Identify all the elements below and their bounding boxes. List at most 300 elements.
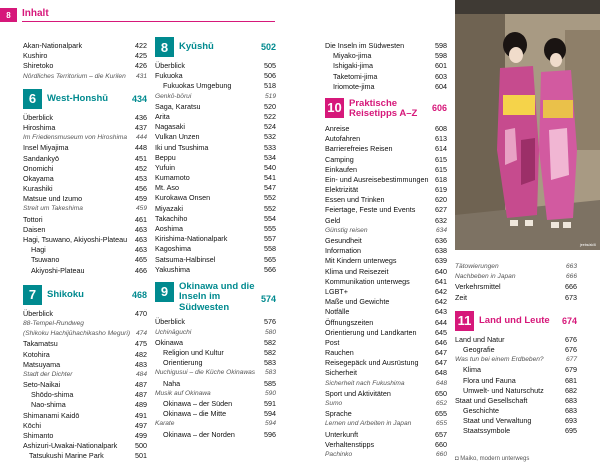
- toc-entry-title: Öffnungszeiten: [325, 317, 374, 327]
- toc-entry-title: Land und Natur: [455, 334, 505, 344]
- toc-entry-page: 632: [435, 215, 447, 225]
- toc-entry[interactable]: [455, 272, 577, 282]
- toc-entry-page: 497: [135, 420, 147, 430]
- toc-entry-page: 459: [135, 205, 147, 213]
- toc-entry-page: 482: [135, 349, 147, 359]
- toc-entry-title: Verkehrsmittel: [455, 282, 501, 292]
- toc-entry-page: 524: [264, 122, 276, 132]
- toc-entry[interactable]: [155, 409, 276, 419]
- toc-entry[interactable]: [23, 215, 147, 225]
- toc-entry-title: Staat und Verwaltung: [463, 416, 532, 426]
- toc-entry-page: 505: [264, 61, 276, 70]
- toc-entry[interactable]: [325, 226, 447, 236]
- toc-entry[interactable]: [155, 143, 276, 153]
- toc-entry[interactable]: [325, 379, 447, 389]
- toc-entry-page: 648: [435, 368, 447, 378]
- toc-entry[interactable]: [325, 318, 447, 328]
- toc-entry-title: Sicherheit nach Fukushima: [325, 379, 405, 387]
- toc-entry-page: 580: [264, 328, 276, 336]
- toc-entry[interactable]: [23, 339, 147, 349]
- toc-entry-page: 483: [135, 359, 147, 369]
- toc-entry[interactable]: [23, 309, 147, 319]
- toc-entry-title: Notfälle: [325, 307, 350, 317]
- toc-entry[interactable]: [325, 267, 447, 277]
- toc-entry-title: Matsuyama: [23, 359, 61, 369]
- toc-entry[interactable]: [325, 450, 447, 460]
- toc-entry[interactable]: [155, 244, 276, 254]
- toc-entry[interactable]: [325, 236, 447, 246]
- toc-entry-page: 557: [264, 234, 276, 244]
- toc-entry[interactable]: [325, 338, 447, 348]
- toc-entry-title: Essen und Trinken: [325, 195, 385, 205]
- toc-entry[interactable]: [155, 358, 276, 368]
- toc-entry[interactable]: [325, 185, 447, 195]
- toc-entry-title: 88-Tempel-Rundweg: [23, 319, 84, 327]
- toc-entry[interactable]: [23, 421, 147, 431]
- toc-entry[interactable]: [325, 124, 447, 134]
- chapter-page: 502: [260, 42, 276, 52]
- toc-entry-title: Elektrizität: [325, 185, 359, 195]
- toc-entry-page: 655: [435, 420, 447, 428]
- toc-entry[interactable]: [155, 399, 276, 409]
- toc-entry-title: Yufuin: [155, 162, 175, 172]
- toc-entry[interactable]: [325, 216, 447, 226]
- toc-entry[interactable]: [155, 173, 276, 183]
- toc-entry[interactable]: [155, 348, 276, 358]
- toc-entry-page: 679: [565, 365, 577, 375]
- toc-entry[interactable]: [23, 225, 147, 235]
- toc-entry-title: Kagoshima: [155, 244, 191, 254]
- toc-entry-page: 666: [565, 282, 577, 292]
- toc-entry-page: 552: [264, 193, 276, 203]
- toc-entry-title: Was tun bei einem Erdbeben?: [455, 356, 544, 364]
- toc-entry-page: 484: [135, 370, 147, 378]
- toc-entry-title: Hagi: [31, 245, 46, 255]
- toc-entry[interactable]: [23, 451, 147, 461]
- toc-list-ch8-items: [155, 61, 276, 275]
- toc-entry-page: 558: [264, 244, 276, 254]
- toc-entry-page: 474: [135, 330, 147, 338]
- toc-entry-title: Nachbeben in Japan: [455, 273, 516, 281]
- toc-entry[interactable]: [325, 287, 447, 297]
- toc-entry[interactable]: [455, 376, 577, 386]
- toc-entry[interactable]: [155, 234, 276, 244]
- toc-entry-title: Onomichi: [23, 163, 54, 173]
- toc-entry-page: 641: [435, 276, 447, 286]
- toc-entry-title: Takachiho: [155, 213, 188, 223]
- toc-entry[interactable]: [23, 133, 147, 143]
- toc-entry-page: 475: [135, 339, 147, 349]
- toc-entry-title: Kushiro: [23, 51, 48, 61]
- toc-entry-title: Akan-Nationalpark: [23, 41, 83, 50]
- toc-entry[interactable]: [23, 400, 147, 410]
- toc-entry-title: Günstig reisen: [325, 226, 368, 234]
- toc-entry-page: 520: [264, 101, 276, 111]
- toc-entry-page: 644: [435, 317, 447, 327]
- toc-entry-page: 576: [264, 317, 276, 327]
- toc-entry-page: 456: [135, 184, 147, 194]
- chapter-10-heading[interactable]: [325, 98, 447, 120]
- toc-entry[interactable]: [325, 328, 447, 338]
- toc-entry[interactable]: [155, 61, 276, 71]
- toc-entry-title: Shōdo-shima: [31, 390, 74, 400]
- header-divider: [22, 21, 275, 22]
- toc-entry-page: 465: [135, 255, 147, 265]
- toc-entry[interactable]: [325, 409, 447, 419]
- toc-entry-page: 565: [264, 254, 276, 264]
- chapter-8-heading[interactable]: [155, 37, 276, 57]
- toc-entry[interactable]: [155, 317, 276, 327]
- toc-entry[interactable]: [325, 144, 447, 154]
- toc-entry[interactable]: [155, 265, 276, 275]
- toc-column-4: [455, 262, 577, 437]
- toc-entry[interactable]: [23, 350, 147, 360]
- toc-entry-page: 506: [264, 71, 276, 81]
- toc-entry-title: Umwelt- und Naturschutz: [463, 385, 544, 395]
- page-header: [0, 0, 275, 22]
- toc-entry[interactable]: [155, 92, 276, 102]
- toc-entry-title: Anreise: [325, 123, 350, 133]
- toc-entry-title: Barrierefreies Reisen: [325, 144, 393, 154]
- toc-entry[interactable]: [155, 419, 276, 429]
- toc-entry-title: Satsuma-Halbinsel: [155, 254, 216, 264]
- chapter-number: 9: [155, 282, 174, 302]
- toc-entry-page: 645: [435, 327, 447, 337]
- toc-entry-title: Naha: [163, 378, 181, 388]
- toc-entry[interactable]: [325, 41, 447, 51]
- toc-entry[interactable]: [155, 379, 276, 389]
- toc-entry[interactable]: [23, 441, 147, 451]
- toc-entry-page: 463: [135, 224, 147, 234]
- toc-entry-page: 518: [264, 81, 276, 91]
- toc-entry-page: 466: [135, 265, 147, 275]
- toc-entry-title: Arita: [155, 111, 170, 121]
- toc-entry-title: Miyako-jima: [333, 51, 372, 61]
- toc-entry[interactable]: [155, 193, 276, 203]
- toc-entry[interactable]: [325, 419, 447, 429]
- toc-entry[interactable]: [455, 406, 577, 416]
- toc-entry-title: Miyazaki: [155, 203, 183, 213]
- toc-entry-title: LGBT+: [325, 286, 348, 296]
- toc-entry-page: 425: [135, 51, 147, 61]
- toc-entry-title: Überblick: [23, 308, 53, 318]
- toc-entry-title: Saga, Karatsu: [155, 101, 201, 111]
- toc-entry[interactable]: [155, 102, 276, 112]
- toc-entry[interactable]: [325, 399, 447, 409]
- chapter-title: Praktische Reisetipps A–Z: [349, 97, 418, 120]
- toc-column-2: [155, 35, 276, 440]
- toc-entry-title: Okinawa – der Süden: [163, 398, 233, 408]
- toc-entry[interactable]: [325, 155, 447, 165]
- chapter-page: 574: [260, 293, 276, 304]
- chapter-number: 11: [455, 311, 474, 331]
- toc-entry[interactable]: [23, 72, 147, 82]
- toc-entry[interactable]: [23, 390, 147, 400]
- toc-entry-title: Okayama: [23, 173, 54, 183]
- toc-entry-title: Geld: [325, 215, 341, 225]
- toc-entry[interactable]: [155, 430, 276, 440]
- photo-credit: jeebs/ak/6: [580, 243, 596, 247]
- toc-entry-title: Hagi, Tsuwano, Akiyoshi-Plateau: [23, 235, 128, 244]
- toc-entry[interactable]: [23, 51, 147, 61]
- chapter-number: 6: [23, 89, 42, 109]
- toc-entry[interactable]: [325, 51, 447, 61]
- toc-entry[interactable]: [23, 194, 147, 204]
- chapter-title: Okinawa und die Inseln im Südwesten: [179, 280, 255, 313]
- toc-entry[interactable]: [455, 262, 577, 272]
- toc-entry[interactable]: [455, 293, 577, 303]
- toc-entry[interactable]: [455, 426, 577, 436]
- toc-entry-page: 491: [135, 410, 147, 420]
- toc-entry-title: Shimanami Kaidō: [23, 410, 80, 420]
- toc-entry-page: 642: [435, 286, 447, 296]
- chapter-11-heading[interactable]: [455, 311, 577, 331]
- page-title: Inhalt: [22, 8, 49, 19]
- toc-entry[interactable]: [155, 153, 276, 163]
- toc-entry[interactable]: [155, 71, 276, 81]
- toc-entry[interactable]: [155, 163, 276, 173]
- toc-entry[interactable]: [23, 245, 147, 255]
- toc-entry-title: Flora und Fauna: [463, 375, 516, 385]
- toc-entry[interactable]: [455, 416, 577, 426]
- toc-entry-page: 598: [435, 51, 447, 61]
- toc-entry-page: 534: [264, 152, 276, 162]
- toc-entry-page: 646: [435, 337, 447, 347]
- toc-entry[interactable]: [325, 440, 447, 450]
- toc-entry[interactable]: [455, 386, 577, 396]
- toc-entry-title: Yakushima: [155, 264, 191, 274]
- toc-entry-page: 552: [264, 203, 276, 213]
- toc-entry-title: Tottori: [23, 214, 43, 224]
- toc-entry[interactable]: [155, 112, 276, 122]
- toc-entry[interactable]: [23, 164, 147, 174]
- toc-entry[interactable]: [155, 255, 276, 265]
- toc-entry-title: Insel Miyajima: [23, 143, 69, 153]
- toc-entry-title: Geschichte: [463, 406, 499, 416]
- toc-entry[interactable]: [325, 348, 447, 358]
- toc-entry[interactable]: [23, 319, 147, 329]
- toc-entry[interactable]: [23, 235, 147, 245]
- toc-entry-page: 603: [435, 71, 447, 81]
- toc-entry[interactable]: [155, 204, 276, 214]
- toc-entry-page: 640: [435, 266, 447, 276]
- page-number: 8: [0, 8, 17, 22]
- toc-entry-page: 695: [565, 426, 577, 436]
- toc-entry[interactable]: [325, 277, 447, 287]
- toc-entry[interactable]: [325, 61, 447, 71]
- toc-entry-title: Sport und Aktivitäten: [325, 388, 391, 398]
- chapter-7-heading[interactable]: [23, 285, 147, 305]
- toc-entry[interactable]: [23, 154, 147, 164]
- toc-entry-page: 422: [135, 41, 147, 50]
- toc-entry[interactable]: [23, 380, 147, 390]
- toc-entry-title: Zeit: [455, 292, 467, 302]
- toc-entry-page: 639: [435, 256, 447, 266]
- toc-list-col3-top: [325, 41, 447, 92]
- toc-entry[interactable]: [155, 122, 276, 132]
- toc-column-3: [325, 41, 447, 460]
- toc-entry[interactable]: [23, 431, 147, 441]
- toc-entry-page: 683: [565, 395, 577, 405]
- toc-entry[interactable]: [325, 256, 447, 266]
- toc-column-1: [23, 41, 147, 462]
- toc-entry[interactable]: [155, 328, 276, 338]
- toc-entry[interactable]: [23, 174, 147, 184]
- toc-entry-title: Unterkunft: [325, 429, 359, 439]
- photo-caption: [455, 456, 529, 462]
- toc-entry-title: Genkō-bōrui: [155, 92, 192, 100]
- toc-entry-title: Klima: [463, 365, 481, 375]
- toc-entry[interactable]: [155, 183, 276, 193]
- toc-entry-title: Überblick: [155, 317, 185, 327]
- toc-entry[interactable]: [325, 175, 447, 185]
- toc-entry[interactable]: [325, 195, 447, 205]
- toc-entry-page: 614: [435, 144, 447, 154]
- toc-entry-page: 638: [435, 246, 447, 256]
- toc-entry-page: 604: [435, 81, 447, 91]
- toc-entry-title: Nördliches Territorium – die Kurilen: [23, 72, 126, 80]
- toc-entry[interactable]: [325, 389, 447, 399]
- toc-entry-title: Camping: [325, 154, 354, 164]
- toc-entry-page: 615: [435, 154, 447, 164]
- toc-entry[interactable]: [23, 329, 147, 339]
- toc-entry[interactable]: [455, 355, 577, 365]
- photo-caption-text: Maiko, modern unterwegs: [460, 456, 530, 462]
- toc-entry-title: Nagasaki: [155, 122, 185, 132]
- toc-entry[interactable]: [23, 204, 147, 214]
- toc-entry[interactable]: [23, 143, 147, 153]
- toc-entry-page: 676: [565, 344, 577, 354]
- toc-entry-title: Iriomote-jima: [333, 81, 375, 91]
- toc-entry-title: Orientierung und Landkarten: [325, 327, 417, 337]
- toc-entry[interactable]: [23, 411, 147, 421]
- toc-entry-title: Mt. Aso: [155, 183, 179, 193]
- toc-entry[interactable]: [455, 365, 577, 375]
- chapter-6-heading[interactable]: [23, 89, 147, 109]
- toc-entry[interactable]: [155, 214, 276, 224]
- toc-entry-title: Okinawa – der Norden: [163, 429, 235, 439]
- chapter-number: 10: [325, 98, 344, 118]
- toc-entry[interactable]: [23, 184, 147, 194]
- toc-entry[interactable]: [23, 61, 147, 71]
- toc-entry-title: Tsuwano: [31, 255, 60, 265]
- toc-entry[interactable]: [455, 335, 577, 345]
- toc-entry-page: 619: [435, 185, 447, 195]
- toc-list-ch9-items: [155, 317, 276, 439]
- toc-entry-title: Ein- und Ausreisebestimmungen: [325, 174, 429, 184]
- photo-maiko: [455, 0, 600, 250]
- toc-entry[interactable]: [325, 307, 447, 317]
- toc-entry[interactable]: [325, 430, 447, 440]
- chapter-title: Land und Leute: [479, 314, 550, 326]
- toc-entry-title: Staatssymbole: [463, 426, 511, 436]
- toc-entry[interactable]: [455, 282, 577, 292]
- toc-entry-title: Überblick: [23, 112, 53, 122]
- toc-entry-page: 554: [264, 213, 276, 223]
- chapter-number: 8: [155, 37, 174, 57]
- toc-entry-page: 615: [435, 164, 447, 174]
- toc-entry[interactable]: [23, 255, 147, 265]
- toc-entry-page: 437: [135, 122, 147, 132]
- toc-entry-page: 642: [435, 297, 447, 307]
- toc-entry[interactable]: [23, 41, 147, 51]
- toc-entry-page: 591: [264, 398, 276, 408]
- toc-entry[interactable]: [325, 205, 447, 215]
- toc-entry-title: Mit Kindern unterwegs: [325, 256, 397, 266]
- toc-entry-title: Taketomi-jima: [333, 71, 378, 81]
- toc-entry-page: 682: [565, 385, 577, 395]
- toc-entry[interactable]: [23, 370, 147, 380]
- toc-entry[interactable]: [325, 165, 447, 175]
- toc-entry-title: Nao-shima: [31, 400, 66, 410]
- toc-list-col4-top: [455, 262, 577, 303]
- toc-entry-page: 436: [135, 112, 147, 122]
- toc-entry[interactable]: [155, 368, 276, 378]
- toc-entry[interactable]: [23, 123, 147, 133]
- toc-entry-title: Orientierung: [163, 358, 203, 368]
- toc-entry-title: Kotohira: [23, 349, 50, 359]
- toc-entry-page: 676: [565, 334, 577, 344]
- toc-entry[interactable]: [325, 358, 447, 368]
- chapter-page: 674: [561, 315, 577, 326]
- toc-entry-page: 650: [435, 388, 447, 398]
- toc-entry[interactable]: [325, 134, 447, 144]
- toc-entry-title: Staat und Gesellschaft: [455, 395, 528, 405]
- toc-entry-title: Streit um Takeshima: [23, 205, 83, 213]
- toc-entry-page: 601: [435, 61, 447, 71]
- chapter-9-heading[interactable]: [155, 282, 276, 314]
- toc-entry[interactable]: [23, 113, 147, 123]
- toc-entry-page: 608: [435, 123, 447, 133]
- toc-entry-title: Fukuoka: [155, 71, 183, 81]
- toc-entry-title: Hiroshima: [23, 122, 56, 132]
- toc-entry-page: 501: [135, 451, 147, 461]
- toc-entry[interactable]: [325, 82, 447, 92]
- toc-entry[interactable]: [155, 224, 276, 234]
- toc-entry[interactable]: [155, 389, 276, 399]
- toc-entry-page: 655: [435, 409, 447, 419]
- toc-entry-title: Kumamoto: [155, 173, 190, 183]
- toc-entry-title: Sandankyō: [23, 153, 59, 163]
- chapter-number: 7: [23, 285, 42, 305]
- toc-entry-title: Matsue und Izumo: [23, 194, 83, 204]
- toc-entry[interactable]: [455, 396, 577, 406]
- toc-entry[interactable]: [155, 338, 276, 348]
- toc-entry-title: Sprache: [325, 409, 352, 419]
- toc-entry[interactable]: [325, 246, 447, 256]
- toc-entry[interactable]: [155, 132, 276, 142]
- toc-entry-page: 663: [565, 263, 577, 270]
- toc-entry-title: Seto-Naikai: [23, 380, 61, 390]
- toc-entry[interactable]: [325, 368, 447, 378]
- toc-entry[interactable]: [23, 360, 147, 370]
- toc-entry-title: Im Friedensmuseum von Hiroshima: [23, 134, 128, 142]
- toc-entry[interactable]: [325, 297, 447, 307]
- toc-entry[interactable]: [325, 72, 447, 82]
- toc-entry[interactable]: [455, 345, 577, 355]
- toc-entry-page: 582: [264, 348, 276, 357]
- toc-entry-title: Reisegepäck und Ausrüstung: [325, 358, 419, 368]
- toc-entry-page: 596: [264, 429, 276, 439]
- toc-list-col1-top: [23, 41, 147, 82]
- toc-entry-title: Shiretoko: [23, 61, 54, 71]
- toc-entry[interactable]: [23, 266, 147, 276]
- toc-entry-title: Okinawa: [155, 337, 183, 347]
- toc-entry[interactable]: [155, 81, 276, 91]
- toc-entry-title: Ashizuri-Uwakai-Nationalpark: [23, 441, 118, 451]
- toc-entry-title: Tätowierungen: [455, 263, 499, 270]
- toc-entry-title: Feiertage, Feste und Events: [325, 205, 416, 215]
